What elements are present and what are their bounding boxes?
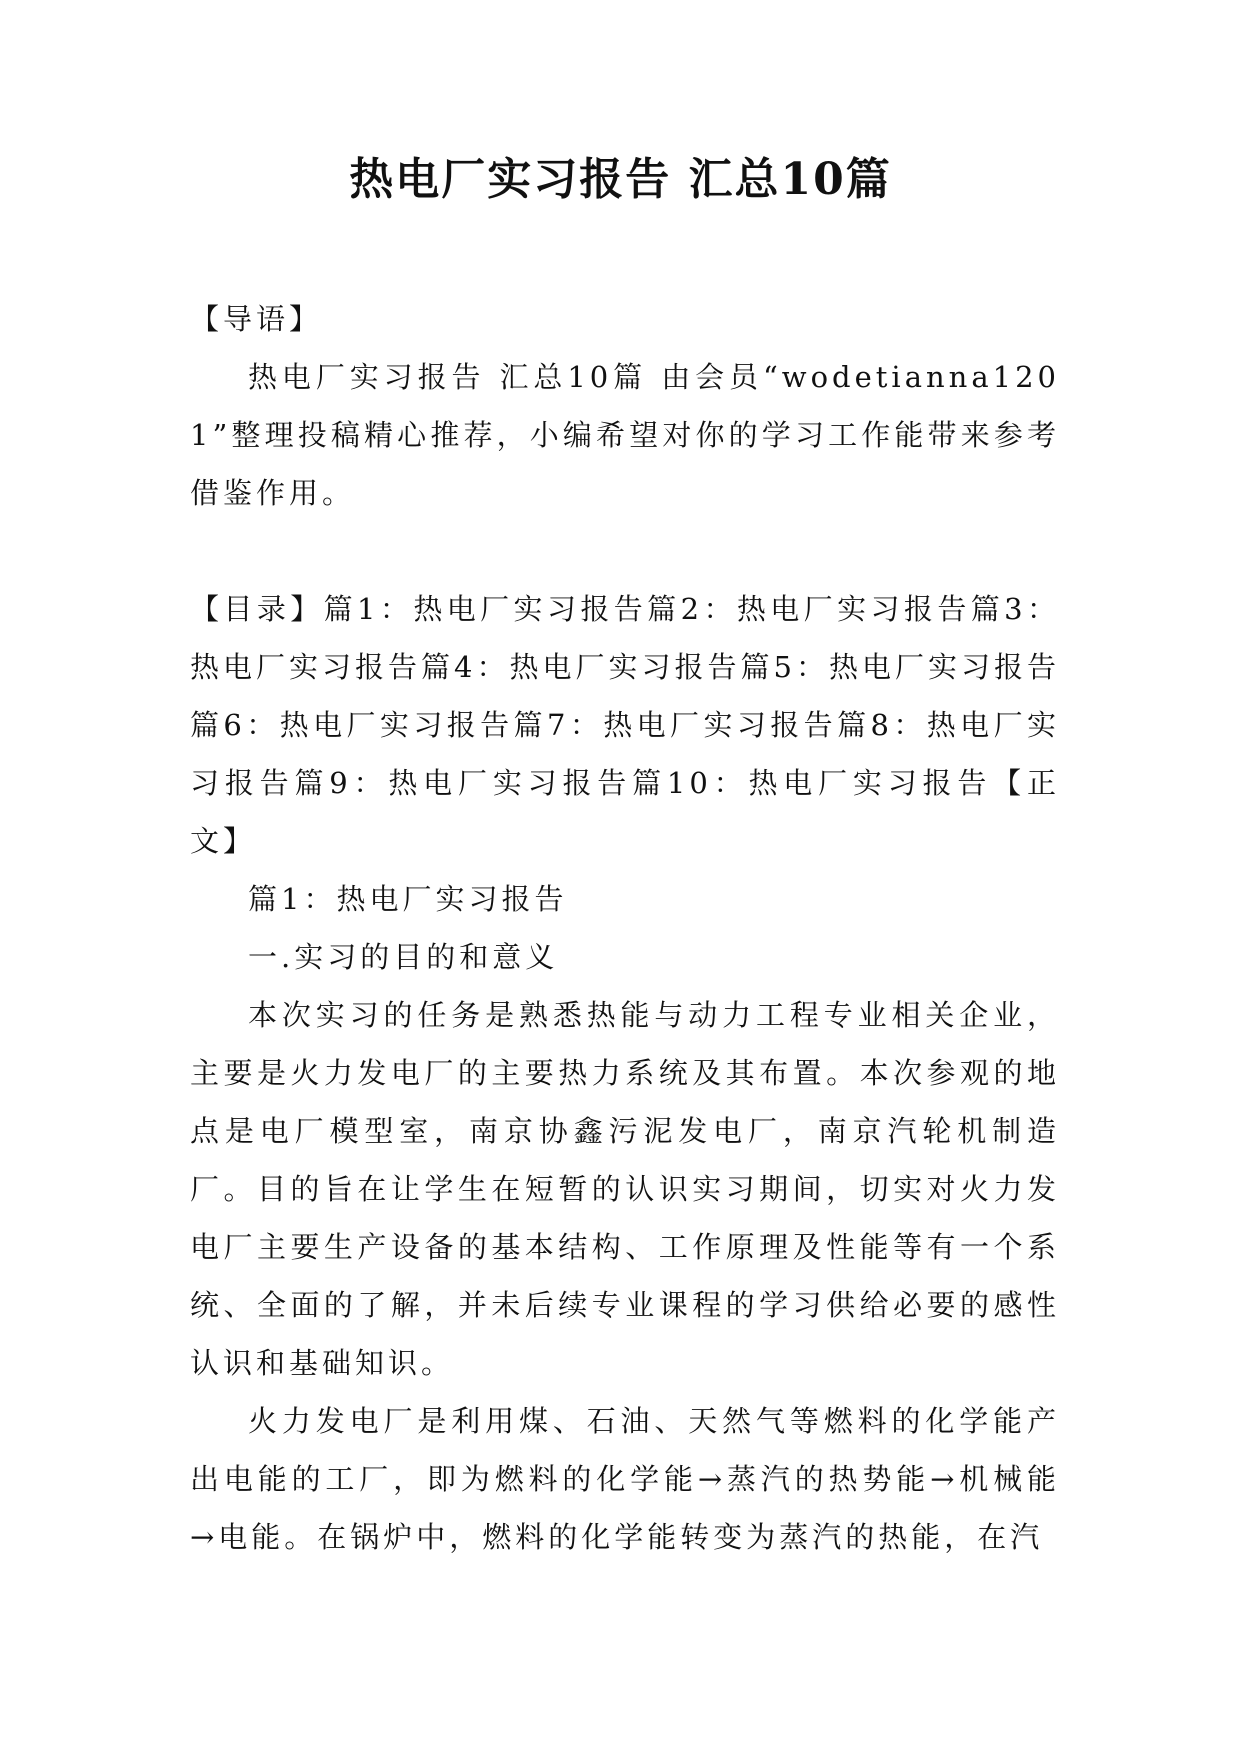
intro-heading: 【导语】 xyxy=(190,302,323,336)
section-title: 篇1：热电厂实习报告 xyxy=(248,882,568,916)
subsection-title: 一.实习的目的和意义 xyxy=(248,940,559,974)
table-of-contents: 【目录】篇1：热电厂实习报告篇2：热电厂实习报告篇3：热电厂实习报告篇4：热电厂实习报告篇5：热电厂实习报告篇6：热电厂实习报告篇7：热电厂实习报告篇8：热电厂实习报告篇9：热电厂实习报告篇10：热电厂实习报告【正文】 xyxy=(190,592,1060,858)
document-title: 热电厂实习报告 汇总10篇 xyxy=(349,154,892,205)
body-paragraph-1: 本次实习的任务是熟悉热能与动力工程专业相关企业，主要是火力发电厂的主要热力系统及其布置。本次参观的地点是电厂模型室，南京协鑫污泥发电厂，南京汽轮机制造厂。目的旨在让学生在短暂的认识实习期间，切实对火力发电厂主要生产设备的基本结构、工作原理及性能等有一个系统、全面的了解，并未后续专业课程的学习供给必要的感性认识和基础知识。 xyxy=(190,998,1060,1380)
body-paragraph-2: 火力发电厂是利用煤、石油、天然气等燃料的化学能产出电能的工厂，即为燃料的化学能→蒸汽的热势能→机械能→电能。在锅炉中，燃料的化学能转变为蒸汽的热能，在汽 xyxy=(190,1404,1060,1554)
document-body xyxy=(190,290,1060,1566)
intro-paragraph: 热电厂实习报告 汇总10篇 由会员“wodetianna1201”整理投稿精心推荐，小编希望对你的学习工作能带来参考借鉴作用。 xyxy=(190,360,1060,510)
paragraph-spacer xyxy=(190,522,1060,580)
